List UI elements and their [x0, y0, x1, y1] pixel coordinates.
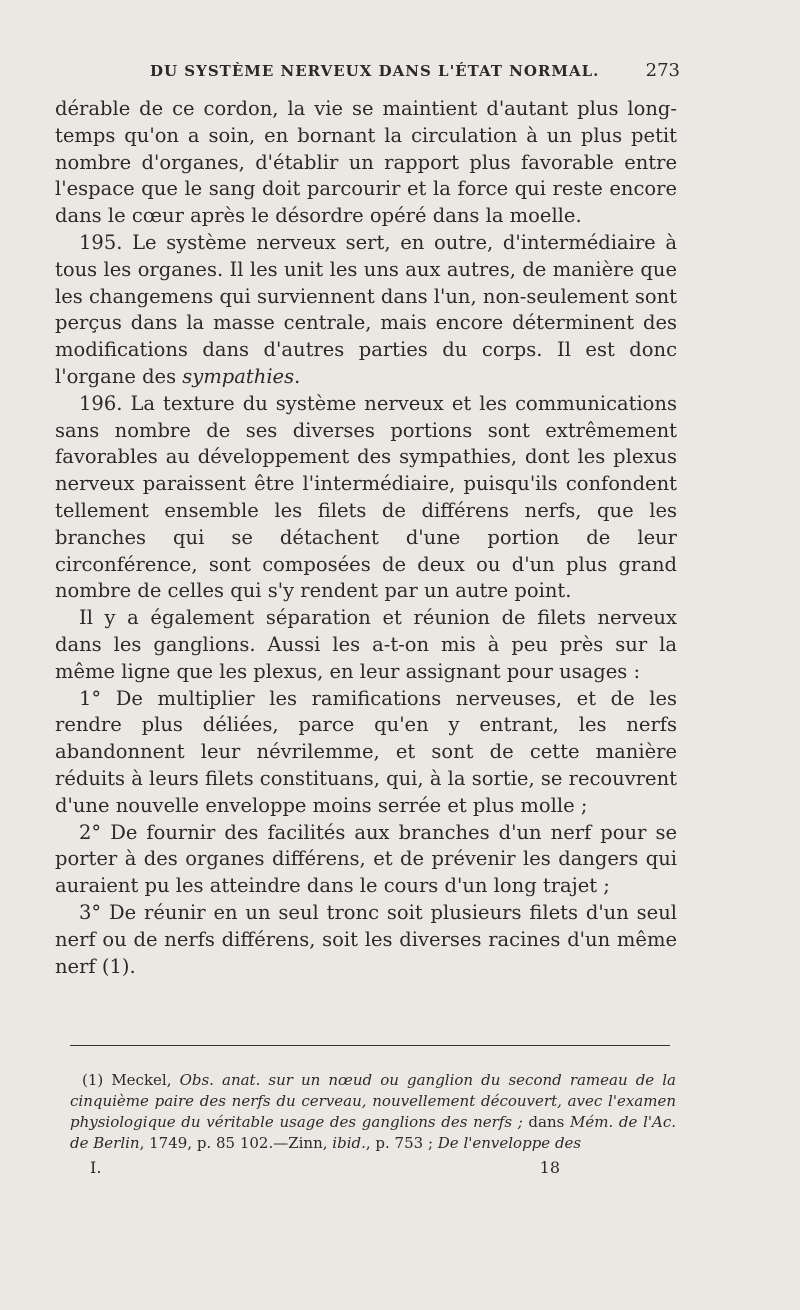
list-item-3: 3° De réunir en un seul tronc soit plusieurs filets d'un seul nerf ou de nerfs différens, soit les diverses racines d'un même nerf (1).	[55, 900, 677, 978]
footnote-enveloppe: De l'enveloppe des	[437, 1134, 582, 1152]
footnotes	[70, 1070, 676, 1154]
page-number: 273	[645, 60, 680, 81]
paragraph-195-end: .	[294, 364, 301, 388]
footnote-separator	[70, 1045, 670, 1046]
footnote-1	[70, 1070, 676, 1154]
paragraph-195-text: 195. Le système nerveux sert, en outre, d'intermédiaire à tous les organes. Il les unit les uns aux autres, de manière que les changemens qui surviennent dans l'un, non-seulement sont perçus dans la masse centrale, mais encore déterminent des modifications dans d'autres parties du corps. Il est donc l'organe des	[55, 230, 677, 388]
paragraph-continuation: dérable de ce cordon, la vie se maintient d'autant plus long-temps qu'on a soin, en bornant la circulation à un plus petit nombre d'organes, d'établir un rapport plus favorable entre l'espace que le sang doit parcourir et la force qui reste encore dans le cœur après le désordre opéré dans la moelle.	[55, 97, 677, 228]
volume-number: I.	[90, 1158, 102, 1177]
footnote-mid: , 1749, p. 85 102.—Zinn,	[139, 1134, 333, 1152]
paragraph-195	[55, 230, 677, 391]
list-item-2: 2° De fournir des facilités aux branches d'un nerf pour se porter à des organes différens, et de prévenir les dangers qui auraient pu les atteindre dans le cours d'un long trajet ;	[55, 820, 677, 898]
signature-line	[90, 1158, 560, 1177]
running-header	[150, 60, 680, 81]
list-item-1: 1° De multiplier les ramifications nerveuses, et de les rendre plus déliées, parce qu'en y entrant, les nerfs abandonnent leur névrilemme, et sont de cette manière réduits à leurs filets constituans, qui, à la sortie, se recouvrent d'une nouvelle enveloppe moins serrée et plus molle ;	[55, 686, 677, 817]
sympathies-emphasis: sympathies	[182, 364, 295, 388]
footnote-marker: (1) Meckel,	[82, 1071, 180, 1089]
paragraph-ganglions: Il y a également séparation et réunion de filets nerveux dans les ganglions. Aussi les a-t-on mis à peu près sur la même ligne que les plexus, en leur assignant pour usages :	[55, 606, 677, 683]
footnote-end: , p. 753 ;	[365, 1134, 438, 1152]
footnote-memoires: Mém. de l'Ac. de Berlin	[70, 1113, 676, 1152]
body-text	[55, 96, 677, 980]
footnote-ibid: ibid.	[332, 1134, 366, 1152]
paragraph-196: 196. La texture du système nerveux et les communications sans nombre de ses diverses portions sont extrêmement favorables au développement des sympathies, dont les plexus nerveux paraissent être l'intermédiaire, puisqu'ils confondent tellement ensemble les filets de différens nerfs, que les branches qui se détachent d'une portion de leur circonférence, sont composées de deux ou d'un plus grand nombre de celles qui s'y rendent par un autre point.	[55, 391, 677, 603]
running-title: DU SYSTÈME NERVEUX DANS L'ÉTAT NORMAL.	[150, 62, 600, 80]
footnote-obs: Obs. anat. sur un nœud ou ganglion du second rameau de la cinquième paire des nerfs du cerveau, nouvellement découvert, avec l'examen physiologique du véritable usage des ganglions des nerfs ;	[70, 1071, 676, 1131]
footnote-dans: dans	[522, 1113, 571, 1131]
sheet-signature: 18	[539, 1158, 560, 1177]
